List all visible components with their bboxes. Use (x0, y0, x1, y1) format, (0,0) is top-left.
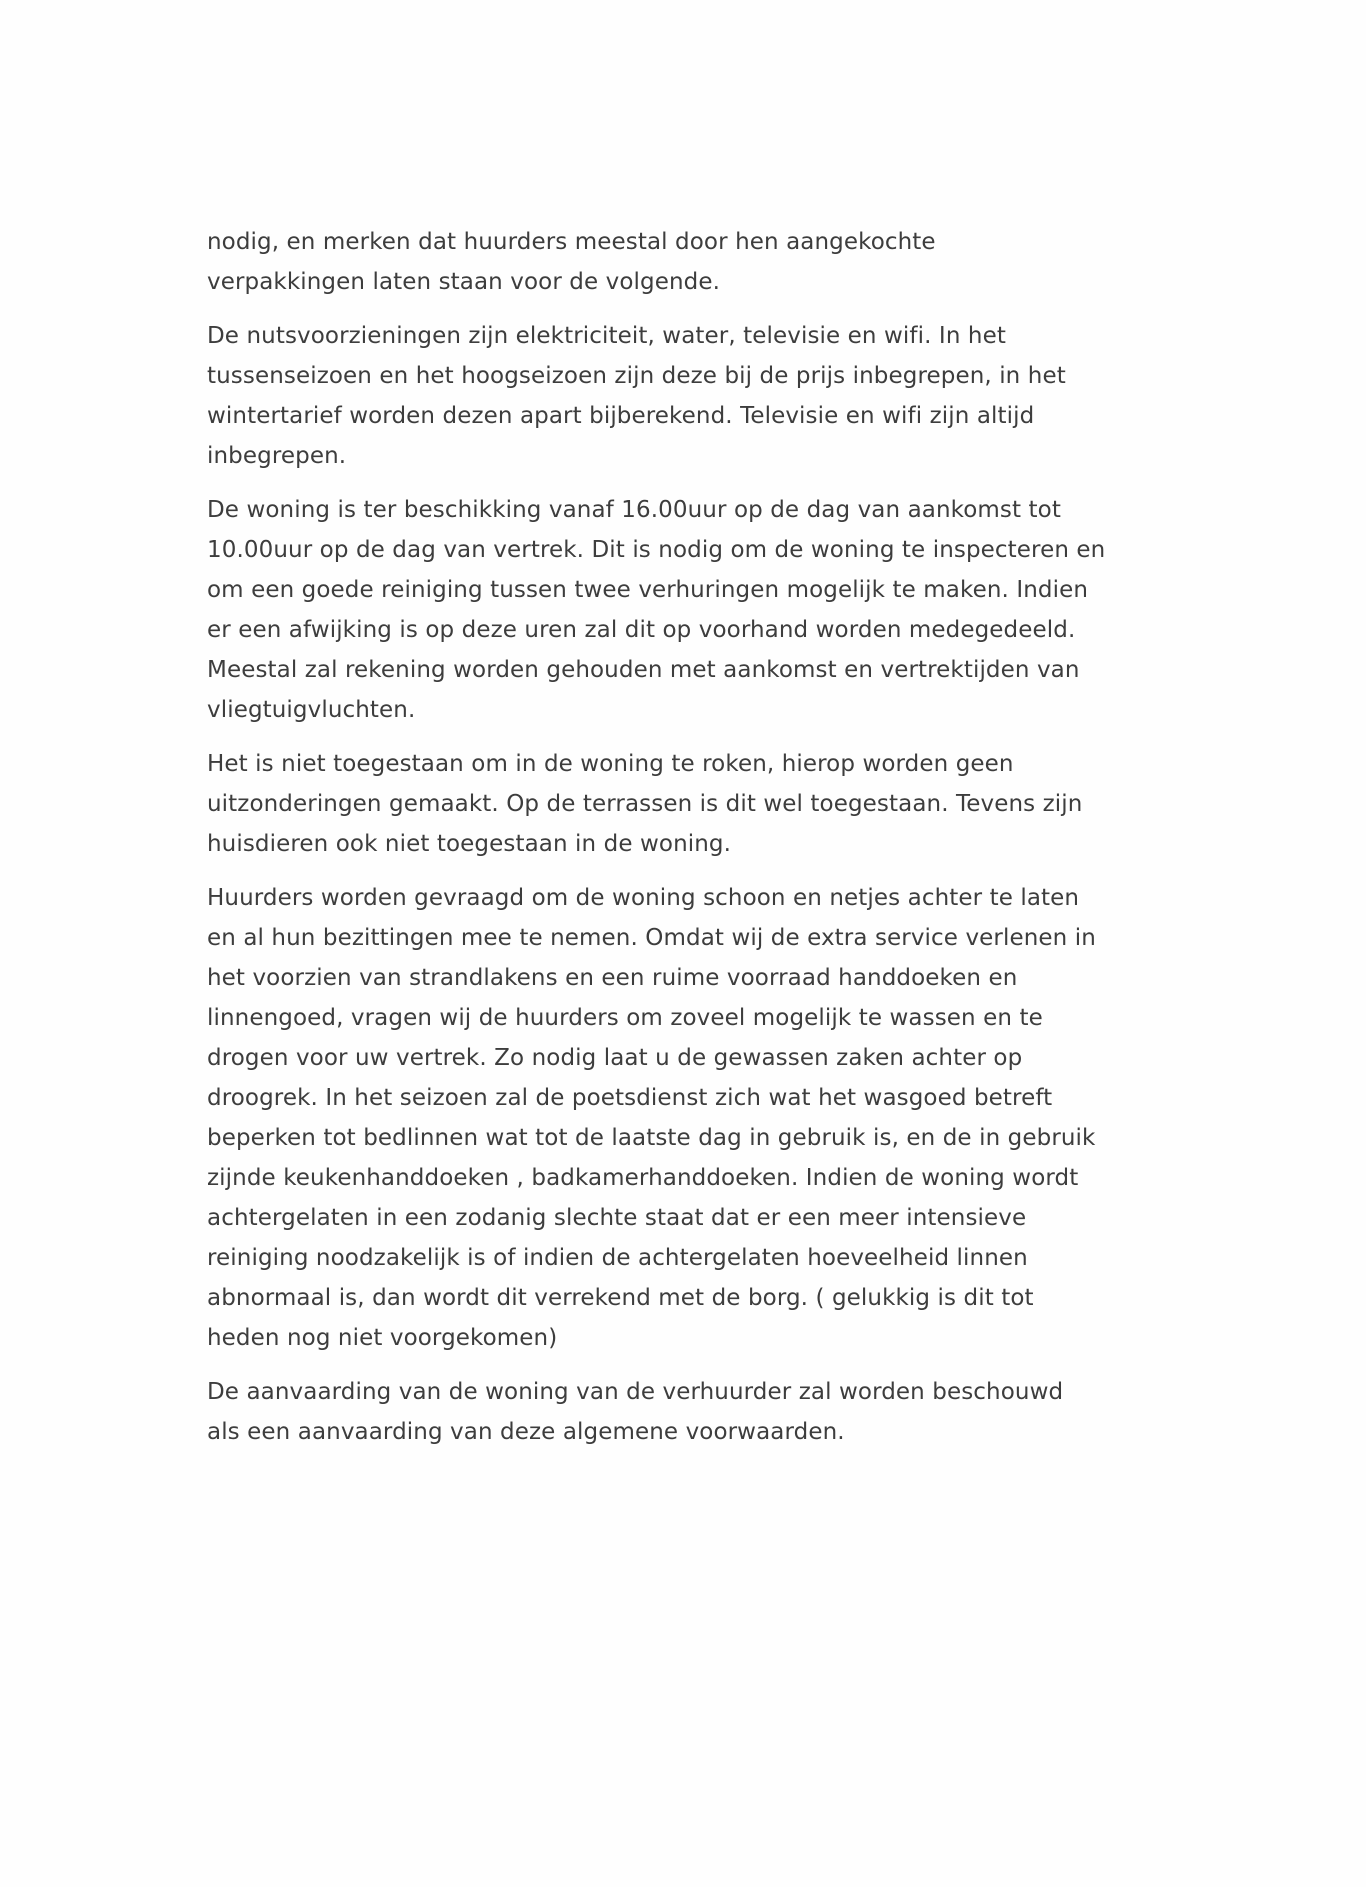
paragraph-utilities: De nutsvoorzieningen zijn elektriciteit, water, televisie en wifi. In het tussenseizoen en het hoogseizoen zijn deze bij de prijs inbegrepen, in het wintertarief worden dezen apart bijberekend. Televisie en wifi zijn altijd inbegrepen. (207, 323, 1066, 469)
paragraph-acceptance: De aanvaarding van de woning van de verhuurder zal worden beschouwd als een aanvaarding van deze algemene voorwaarden. (207, 1379, 1064, 1445)
paragraph-check-in-times: De woning is ter beschikking vanaf 16.00uur op de dag van aankomst tot 10.00uur op de dag van vertrek. Dit is nodig om de woning te inspecteren en om een goede reiniging tussen twee verhuringen mogelijk te maken. Indien er een afwijking is op deze uren zal dit op voorhand worden medegedeeld. Meestal zal rekening worden gehouden met aankomst en vertrektijden van vliegtuigvluchten. (207, 497, 1106, 723)
paragraph-packaging: nodig, en merken dat huurders meestal door hen aangekochte verpakkingen laten staan voor de volgende. (207, 229, 936, 295)
document-body (207, 222, 1127, 1466)
paragraph-cleaning-linen: Huurders worden gevraagd om de woning schoon en netjes achter te laten en al hun bezittingen mee te nemen. Omdat wij de extra service verlenen in het voorzien van strandlakens en een ruime voorraad handdoeken en linnengoed, vragen wij de huurders om zoveel mogelijk te wassen en te drogen voor uw vertrek. Zo nodig laat u de gewassen zaken achter op droogrek. In het seizoen zal de poetsdienst zich wat het wasgoed betreft beperken tot bedlinnen wat tot de laatste dag in gebruik is, en de in gebruik zijnde keukenhanddoeken , badkamerhanddoeken. Indien de woning wordt achtergelaten in een zodanig slechte staat dat er een meer intensieve reiniging noodzakelijk is of indien de achtergelaten hoeveelheid linnen abnormaal is, dan wordt dit verrekend met de borg. ( gelukkig is dit tot heden nog niet voorgekomen) (207, 885, 1096, 1351)
paragraph-smoking-pets: Het is niet toegestaan om in de woning te roken, hierop worden geen uitzonderingen gemaakt. Op de terrassen is dit wel toegestaan. Tevens zijn huisdieren ook niet toegestaan in de woning. (207, 751, 1083, 857)
